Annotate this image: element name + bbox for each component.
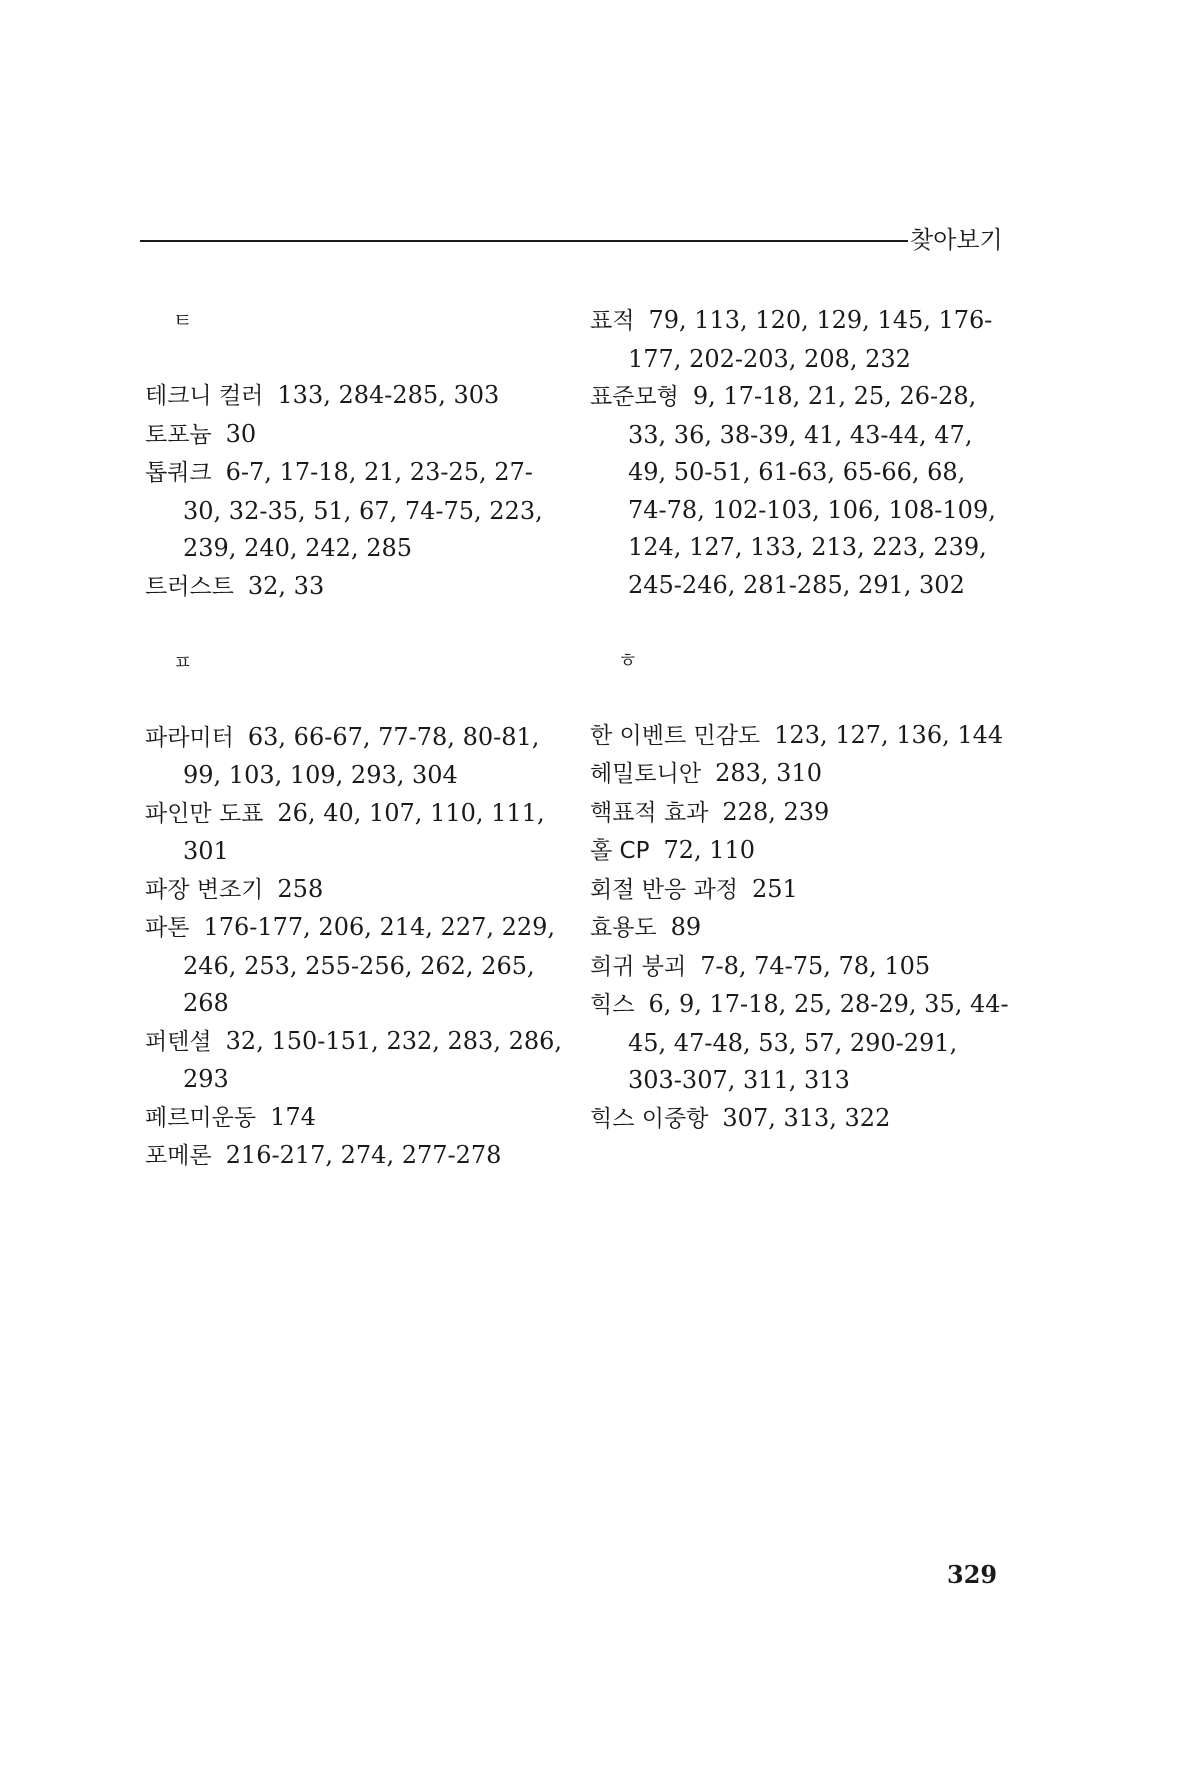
index-page-refs: 7-8, 74-75, 78, 105 (700, 951, 931, 980)
index-entry (145, 795, 565, 871)
index-page-refs: 123, 127, 136, 144 (774, 720, 1004, 749)
index-page-refs: 133, 284-285, 303 (277, 381, 500, 409)
index-page-refs: 9, 17-18, 21, 25, 26-28, 33, 36, 38-39, 41, 43-44, 47, 49, 50-51, 61-63, 65-66, 68, 74-78, 102-103, 106, 108-109, 124, 127, 133, 213, 223, 239, 245-246, 281-285, 291, 302 (628, 382, 996, 599)
index-page-refs: 79, 113, 120, 129, 145, 176-177, 202-203, 208, 232 (628, 306, 993, 373)
index-page-refs: 251 (751, 874, 798, 903)
index-page-refs: 63, 66-67, 77-78, 80-81, 99, 103, 109, 293, 304 (183, 722, 540, 789)
index-entry (590, 755, 1010, 794)
index-entry (145, 719, 565, 795)
index-term: 퍼텐셜 (145, 1028, 212, 1055)
index-page-refs: 26, 40, 107, 110, 111, 301 (183, 798, 545, 865)
index-term: 표적 (590, 308, 635, 334)
section-letter-heading: ㅎ (618, 647, 638, 672)
index-term: 희귀 붕괴 (590, 953, 687, 980)
index-entry (145, 416, 565, 455)
index-term: 페르미운동 (145, 1104, 257, 1131)
index-entry (590, 1100, 1010, 1139)
index-term: 파라미터 (145, 724, 234, 751)
index-term: 힉스 (590, 992, 635, 1018)
index-term: 파톤 (145, 915, 190, 941)
index-page-refs: 72, 110 (663, 836, 756, 864)
index-entry (145, 871, 565, 910)
index-entry (145, 1023, 565, 1099)
section-letter-heading: ㅍ (173, 649, 193, 674)
index-entry (145, 909, 565, 1023)
index-term: 포메론 (145, 1143, 212, 1169)
index-term: 토포늄 (145, 421, 212, 448)
index-page-refs: 216-217, 274, 277-278 (225, 1141, 502, 1169)
section-letter-heading: ㅌ (173, 308, 193, 332)
index-term: 회절 반응 과정 (590, 876, 738, 903)
index-entry (145, 568, 565, 607)
index-term: 표준모형 (590, 384, 679, 410)
section-gap (145, 681, 565, 719)
section-gap (590, 679, 1010, 717)
index-entry (145, 377, 565, 416)
index-term: 톱쿼크 (145, 460, 212, 486)
index-entry (590, 378, 1010, 604)
index-page-refs: 32, 150-151, 232, 283, 286, 293 (183, 1026, 563, 1093)
index-page-refs: 283, 310 (715, 759, 822, 787)
index-page-refs: 6-7, 17-18, 21, 23-25, 27-30, 32-35, 51, 67, 74-75, 223, 239, 240, 242, 285 (183, 458, 543, 562)
index-entry (590, 794, 1010, 833)
page-number: 329 (947, 1560, 998, 1589)
index-term: 힉스 이중항 (590, 1105, 709, 1132)
index-term: 핵표적 효과 (590, 799, 709, 826)
index-page-refs: 174 (270, 1102, 316, 1131)
index-term: 테크니 컬러 (145, 383, 264, 409)
section-gap (145, 606, 565, 644)
index-page-refs: 258 (277, 874, 324, 903)
index-entry (145, 1137, 565, 1176)
running-header-title: 찾아보기 (910, 226, 1003, 254)
index-term: 트러스트 (145, 573, 234, 600)
index-term: 파인만 도표 (145, 800, 264, 827)
index-entry (145, 1099, 565, 1138)
index-column-left (145, 302, 565, 1176)
index-column-right (590, 302, 1010, 1138)
index-term: 헤밀토니안 (590, 761, 702, 787)
header-rule (140, 240, 908, 242)
index-entry (590, 986, 1010, 1100)
index-entry (145, 454, 565, 568)
index-entry (590, 909, 1010, 948)
index-page-refs: 32, 33 (247, 571, 325, 600)
index-entry (590, 948, 1010, 987)
index-entry (590, 832, 1010, 871)
index-entry (590, 302, 1010, 378)
index-page-refs: 89 (670, 913, 702, 941)
index-page-refs: 30 (225, 419, 257, 448)
index-term: 한 이벤트 민감도 (590, 722, 761, 749)
index-term: 홀 CP (590, 838, 650, 864)
section-gap (590, 604, 1010, 642)
index-page-refs: 307, 313, 322 (722, 1103, 891, 1132)
index-term: 효용도 (590, 915, 657, 941)
index-page-refs: 228, 239 (722, 797, 830, 826)
section-gap (145, 340, 565, 378)
index-entry (590, 871, 1010, 910)
index-page-refs: 6, 9, 17-18, 25, 28-29, 35, 44-45, 47-48, 53, 57, 290-291, 303-307, 311, 313 (628, 990, 1009, 1094)
index-entry (590, 717, 1010, 756)
index-page-refs: 176-177, 206, 214, 227, 229, 246, 253, 255-256, 262, 265, 268 (183, 913, 556, 1017)
index-term: 파장 변조기 (145, 876, 264, 903)
